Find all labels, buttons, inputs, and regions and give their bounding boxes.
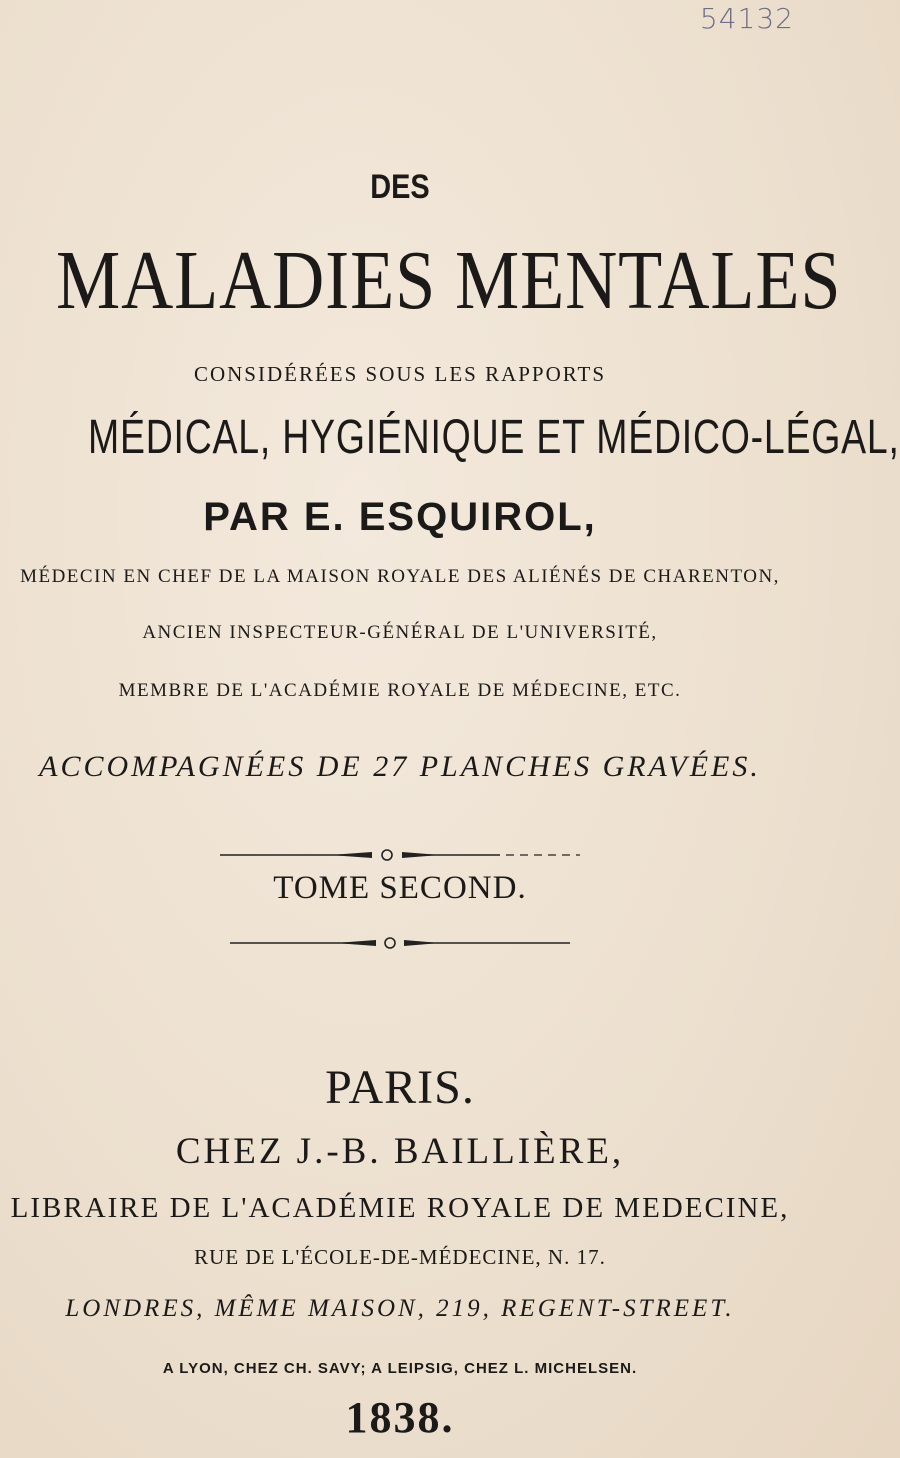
author-credential: MEMBRE DE L'ACADÉMIE ROYALE DE MÉDECINE, ETC. (118, 680, 682, 701)
imprint-address: RUE DE L'ÉCOLE-DE-MÉDECINE, N. 17. (194, 1245, 606, 1269)
imprint-city: PARIS. (325, 1061, 475, 1114)
ornamental-rule-top (0, 848, 800, 862)
author-credential: MÉDECIN EN CHEF DE LA MAISON ROYALE DES ALIÉNÉS DE CHARENTON, (20, 566, 780, 587)
imprint-year: 1838. (345, 1393, 455, 1442)
shelfmark-number: 54132 (699, 2, 794, 35)
title-prefix: DES (370, 168, 430, 206)
author-line: PAR E. ESQUIROL, (203, 495, 597, 539)
imprint-agents: A LYON, CHEZ CH. SAVY; A LEIPSIG, CHEZ L. MICHELSEN. (162, 1360, 638, 1377)
imprint-publisher-title: LIBRAIRE DE L'ACADÉMIE ROYALE DE MEDECINE, (10, 1192, 790, 1224)
author-credential: ANCIEN INSPECTEUR-GÉNÉRAL DE L'UNIVERSITÉ, (142, 622, 658, 643)
subtitle-aspects: MÉDICAL, HYGIÉNIQUE ET MÉDICO-LÉGAL, (88, 411, 900, 464)
main-title: MALADIES MENTALES (56, 234, 842, 327)
volume-label: TOME SECOND. (273, 870, 527, 906)
subtitle: CONSIDÉRÉES SOUS LES RAPPORTS (193, 362, 607, 386)
plates-note: ACCOMPAGNÉES DE 27 PLANCHES GRAVÉES. (39, 750, 761, 783)
imprint-publisher: CHEZ J.-B. BAILLIÈRE, (175, 1131, 625, 1172)
imprint-london: LONDRES, MÊME MAISON, 219, REGENT-STREET. (65, 1295, 735, 1322)
ornamental-rule-bottom (0, 936, 800, 950)
